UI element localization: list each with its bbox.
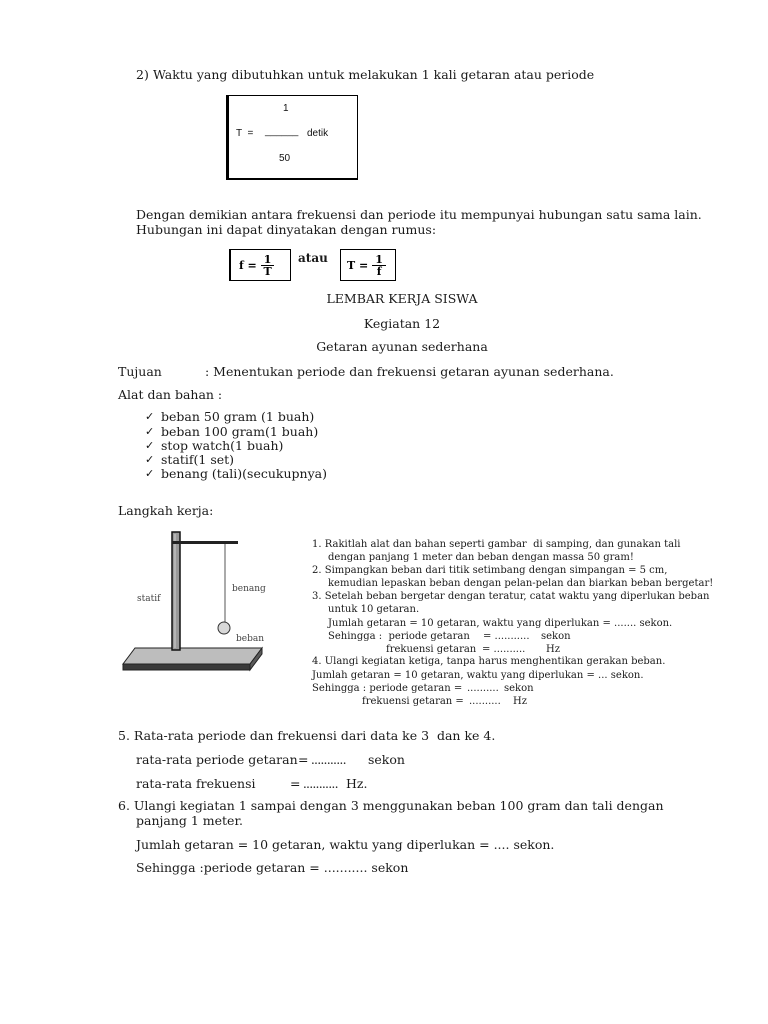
step-5-period-label: rata-rata periode getaran [136, 752, 298, 767]
step-3-frequency-unit: Hz [546, 644, 560, 655]
step-5-period-value: = ........... [298, 752, 346, 767]
period-formula-numerator: 1 [372, 254, 386, 266]
step-6-count-line: Jumlah getaran = 10 getaran, waktu yang diperlukan = .... sekon. [136, 837, 555, 852]
step-4-frequency-label: frekuensi getaran = [362, 696, 464, 707]
stand-base-top [123, 648, 262, 664]
stand-base-front [123, 664, 250, 670]
step-4-period-label: Sehingga : periode getaran = [312, 683, 463, 694]
step-6-line-2: panjang 1 meter. [136, 813, 244, 828]
step-3-period-value: = ........... [483, 631, 530, 642]
material-item: stop watch(1 buah) [161, 438, 284, 453]
material-item: benang (tali)(secukupnya) [161, 466, 327, 481]
step-5-heading: 5. Rata-rata periode dan frekuensi dari data ke 3 dan ke 4. [118, 728, 496, 743]
step-4-frequency-unit: Hz [513, 696, 527, 707]
step-4-line-1: 4. Ulangi kegiatan ketiga, tanpa harus menghentikan gerakan beban. [312, 656, 666, 667]
period-box-unit: detik [307, 128, 329, 139]
period-formula-fraction [372, 254, 386, 277]
step-6-line-1: 6. Ulangi kegiatan 1 sampai dengan 3 menggunakan beban 100 gram dan tali dengan [118, 798, 664, 813]
stand-arm [172, 541, 238, 544]
period-formula-box [226, 95, 358, 180]
step-3-period-label: Sehingga : periode getaran [328, 631, 470, 642]
period-formula [340, 249, 396, 281]
period-box-denominator: 50 [279, 153, 291, 164]
period-formula-denominator: f [376, 264, 382, 278]
step-4-period-unit: sekon [504, 683, 534, 694]
pendulum-bob [218, 622, 230, 634]
activity-label: Kegiatan 12 [363, 316, 441, 331]
worksheet-title: LEMBAR KERJA SISWA [326, 291, 478, 306]
mass-label: beban [236, 634, 265, 644]
check-icon [145, 466, 157, 482]
material-item: beban 50 gram (1 buah) [161, 409, 315, 424]
step-4-period-value: .......... [467, 683, 499, 694]
period-box-numerator: 1 [283, 103, 289, 114]
period-box-fraction-line: ______ [265, 126, 299, 137]
step-4-count-line: Jumlah getaran = 10 getaran, waktu yang diperlukan = ... sekon. [312, 670, 644, 681]
period-formula-lhs: T = [347, 258, 369, 272]
step-5-frequency-label: rata-rata frekuensi [136, 776, 256, 791]
check-icon [145, 409, 157, 425]
material-item: statif(1 set) [161, 452, 235, 467]
step-3-count-line: Jumlah getaran = 10 getaran, waktu yang diperlukan = ....... sekon. [328, 618, 673, 629]
step-3-frequency-value: = .......... [482, 644, 526, 655]
materials-label: Alat dan bahan : [118, 387, 223, 402]
step-2-line-1: 2. Simpangkan beban dari titik setimbang dengan simpangan = 5 cm, [312, 565, 668, 576]
step-1-line-1: 1. Rakitlah alat dan bahan seperti gambar di samping, dan gunakan tali [312, 539, 681, 550]
pendulum-stand-figure [118, 526, 280, 674]
item-2-number: 2) [136, 67, 149, 82]
step-6-period-line: Sehingga :periode getaran = ........... sekon [136, 860, 409, 875]
step-5-frequency-value: = ........... [290, 776, 338, 791]
period-box-lhs: T = [236, 128, 254, 139]
procedure-label: Langkah kerja: [118, 503, 214, 518]
objective-label: Tujuan [118, 364, 162, 379]
topic-label: Getaran ayunan sederhana [316, 339, 488, 354]
formula-connector: atau [298, 251, 328, 265]
step-3-period-unit: sekon [541, 631, 571, 642]
frequency-formula-numerator: 1 [261, 254, 275, 266]
step-2-line-2: kemudian lepaskan beban dengan pelan-pelan dan biarkan beban bergetar! [328, 578, 714, 589]
relation-text-line-1: Dengan demikian antara frekuensi dan periode itu mempunyai hubungan satu sama lain. [136, 207, 702, 222]
stand-label: statif [137, 594, 161, 604]
frequency-formula-fraction [261, 254, 275, 277]
step-5-frequency-unit: Hz. [346, 776, 368, 791]
string-label: benang [232, 584, 266, 594]
frequency-formula-denominator: T [263, 264, 272, 278]
objective-text: : Menentukan periode dan frekuensi getaran ayunan sederhana. [205, 364, 614, 379]
frequency-formula-lhs: f = [239, 258, 257, 272]
material-item: beban 100 gram(1 buah) [161, 424, 319, 439]
step-3-frequency-label: frekuensi getaran [386, 644, 477, 655]
step-1-line-2: dengan panjang 1 meter dan beban dengan massa 50 gram! [328, 552, 634, 563]
item-2-text: Waktu yang dibutuhkan untuk melakukan 1 kali getaran atau periode [153, 67, 595, 82]
step-5-period-unit: sekon [368, 752, 405, 767]
stand-pole [172, 532, 180, 650]
step-4-frequency-value: .......... [469, 696, 501, 707]
step-3-line-2: untuk 10 getaran. [328, 604, 420, 615]
step-3-line-1: 3. Setelah beban bergetar dengan teratur, catat waktu yang diperlukan beban [312, 591, 710, 602]
frequency-formula [229, 249, 291, 281]
relation-text-line-2: Hubungan ini dapat dinyatakan dengan rumus: [136, 222, 437, 237]
